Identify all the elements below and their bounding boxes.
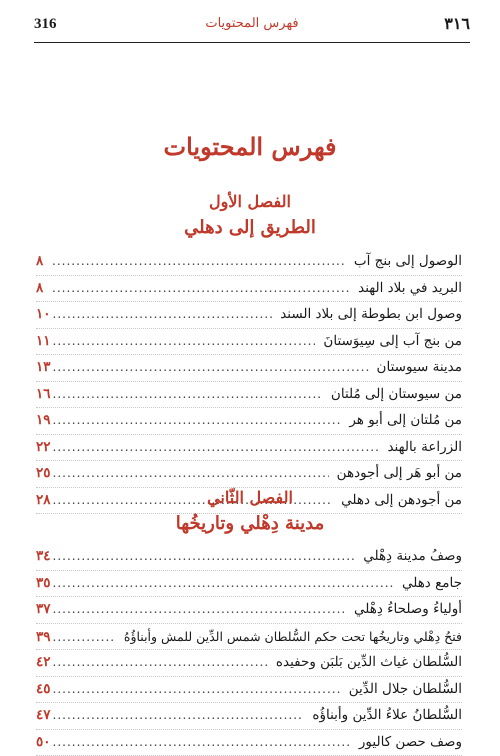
entry-page: ٣٤ — [36, 544, 51, 570]
entry-title: جامع دهلي — [396, 571, 462, 597]
toc-entry[interactable] — [36, 597, 462, 624]
entry-title: من سيوستان إلى مُلتان — [325, 382, 462, 408]
header-rule — [34, 42, 470, 43]
toc-entry[interactable] — [36, 461, 462, 488]
entry-page: ١١ — [36, 329, 51, 355]
dot-leader — [53, 355, 369, 381]
toc-entry[interactable] — [36, 677, 462, 704]
toc-entry[interactable] — [36, 408, 462, 435]
toc-entry[interactable] — [36, 730, 462, 756]
entry-title: فتحُ دِهْلي وتاريخُها تحت حكم السُّلطان شمس الدِّين للمش وأبناؤُهُ — [118, 624, 462, 650]
entry-page: ٤٥ — [36, 677, 51, 703]
chapter-1-entries — [36, 249, 462, 514]
entry-page: ٣٥ — [36, 571, 51, 597]
dot-leader — [53, 302, 273, 328]
toc-entry[interactable] — [36, 355, 462, 382]
dot-leader — [53, 597, 347, 623]
entry-title: مدينة سيوستان — [371, 355, 462, 381]
entry-page: ٤٧ — [36, 703, 51, 729]
dot-leader — [53, 571, 394, 597]
entry-title: أولياءُ وصلحاءُ دِهْلي — [348, 597, 462, 623]
entry-title: من مُلتان إلى أبو هر — [343, 408, 462, 434]
chapter-2-subtitle: مدينة دِهْلي وتاريخُها — [0, 513, 500, 534]
dot-leader — [53, 382, 323, 408]
dot-leader — [52, 249, 346, 275]
chapter-2-label: الفصل الثّاني — [0, 488, 500, 507]
toc-entry[interactable] — [36, 302, 462, 329]
page-title: فهرس المحتويات — [0, 132, 500, 161]
page-header — [34, 16, 470, 38]
entry-title: من أجودهن إلى دهلي — [335, 488, 462, 514]
entry-title: البريد في بلاد الهند — [352, 276, 462, 302]
entry-title: وصول ابن بطوطة إلى بلاد السند — [274, 302, 462, 328]
entry-page: ٢٢ — [36, 435, 51, 461]
toc-entry[interactable] — [36, 703, 462, 730]
dot-leader — [53, 650, 268, 676]
dot-leader — [53, 703, 305, 729]
page-number-latin: 316 — [34, 16, 57, 33]
entry-title: السُّلطان جلال الدِّين — [343, 677, 462, 703]
dot-leader — [53, 329, 316, 355]
chapter-1-subtitle: الطريق إلى دهلي — [0, 217, 500, 238]
toc-entry[interactable] — [36, 382, 462, 409]
entry-page: ١٩ — [36, 408, 51, 434]
entry-page: ١٠ — [36, 302, 51, 328]
entry-page: ٢٥ — [36, 461, 51, 487]
toc-entry[interactable] — [36, 435, 462, 462]
entry-page: ١٦ — [36, 382, 51, 408]
dot-leader — [53, 408, 342, 434]
toc-entry[interactable] — [36, 650, 462, 677]
dot-leader — [53, 435, 380, 461]
dot-leader — [53, 544, 356, 570]
toc-entry[interactable] — [36, 329, 462, 356]
entry-page: ٤٢ — [36, 650, 51, 676]
entry-title: الوصول إلى بنج آب — [348, 249, 462, 275]
entry-page: ٣٧ — [36, 597, 51, 623]
entry-title: وصف حصن كاليور — [353, 730, 462, 756]
entry-page: ٨ — [36, 276, 50, 302]
dot-leader — [53, 730, 351, 756]
entry-title: السُّلطانُ علاءُ الدِّين وأبناؤُه — [306, 703, 462, 729]
toc-entry[interactable] — [36, 624, 462, 651]
toc-entry[interactable] — [36, 276, 462, 303]
entry-title: الزراعة بالهند — [381, 435, 462, 461]
chapter-1-label: الفصل الأول — [0, 192, 500, 211]
running-title: فهرس المحتويات — [34, 16, 470, 31]
entry-title: وصفُ مدينة دِهْلي — [357, 544, 462, 570]
page-number-arabic: ٣١٦ — [444, 14, 470, 33]
toc-entry[interactable] — [36, 571, 462, 598]
entry-page: ٨ — [36, 249, 50, 275]
chapter-2-entries — [36, 544, 462, 756]
entry-title: من أبو هَر إلى أجودهن — [331, 461, 462, 487]
entry-page: ٣٩ — [36, 625, 51, 651]
toc-entry[interactable] — [36, 249, 462, 276]
dot-leader — [53, 677, 341, 703]
entry-title: السُّلطان غياث الدِّين بَلبَن وحفيده — [270, 650, 462, 676]
entry-page: ٢٨ — [36, 488, 51, 514]
dot-leader — [53, 461, 329, 487]
entry-page: ٥٠ — [36, 730, 51, 756]
dot-leader — [53, 625, 116, 651]
entry-title: من بنج آب إلى سِيوَستانَ — [317, 329, 462, 355]
dot-leader — [52, 276, 350, 302]
toc-entry[interactable] — [36, 544, 462, 571]
entry-page: ١٣ — [36, 355, 51, 381]
